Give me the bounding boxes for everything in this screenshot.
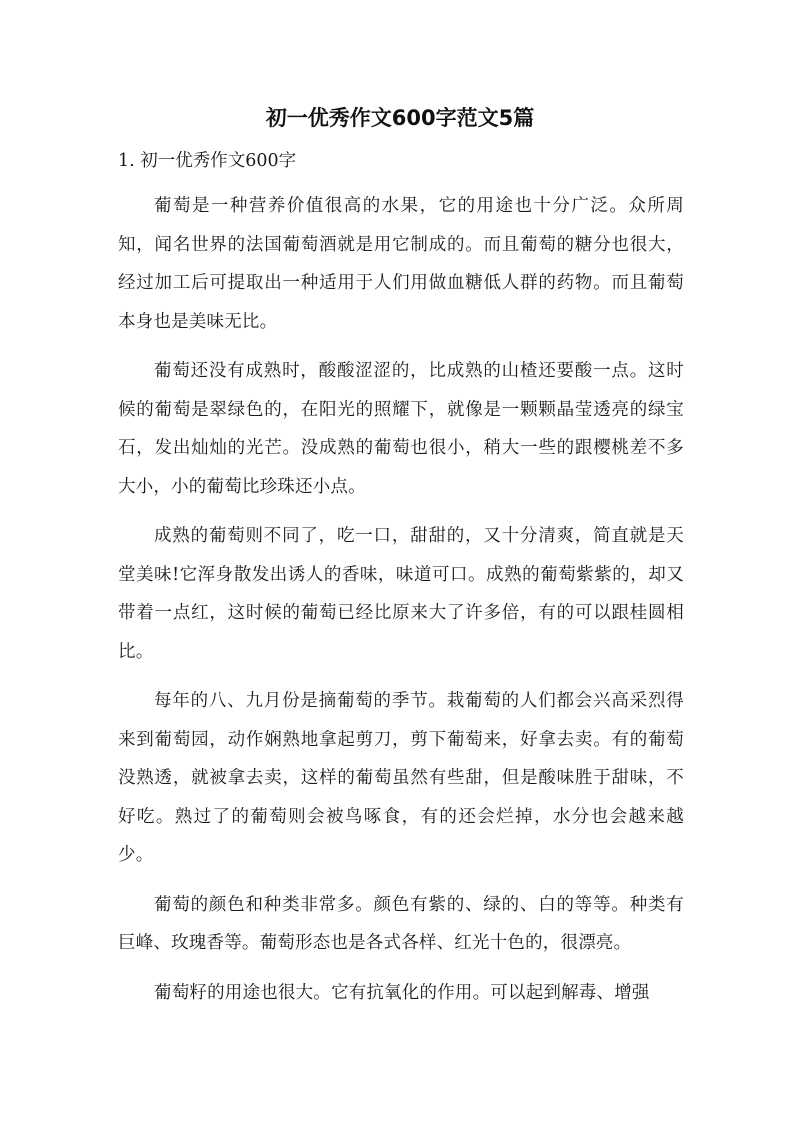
paragraph-2: 葡萄还没有成熟时，酸酸涩涩的，比成熟的山楂还要酸一点。这时候的葡萄是翠绿色的，在阳光的照耀下，就像是一颗颗晶莹透亮的绿宝石，发出灿灿的光芒。没成熟的葡萄也很小，稍大一些的跟樱桃差不多大小，小的葡萄比珍珠还小点。 xyxy=(118,361,684,497)
paragraph-1: 葡萄是一种营养价值很高的水果，它的用途也十分广泛。众所周知，闻名世界的法国葡萄酒就是用它制成的。而且葡萄的糖分也很大，经过加工后可提取出一种适用于人们用做血糖低人群的药物。而且葡萄本身也是美味无比。 xyxy=(118,196,684,332)
document-title: 初一优秀作文600字范文5篇 xyxy=(265,106,535,130)
paragraph-5: 葡萄的颜色和种类非常多。颜色有紫的、绿的、白的等等。种类有巨峰、玫瑰香等。葡萄形态也是各式各样、红光十色的，很漂亮。 xyxy=(118,894,684,953)
essay-body xyxy=(118,187,684,1023)
section-heading: 1. 初一优秀作文600字 xyxy=(118,151,297,171)
paragraph-6: 葡萄籽的用途也很大。它有抗氧化的作用。可以起到解毒、增强 xyxy=(154,982,650,1003)
paragraph-4: 每年的八、九月份是摘葡萄的季节。栽葡萄的人们都会兴高采烈得来到葡萄园，动作娴熟地拿起剪刀，剪下葡萄来，好拿去卖。有的葡萄没熟透，就被拿去卖，这样的葡萄虽然有些甜，但是酸味胜于甜味，不好吃。熟过了的葡萄则会被鸟啄食，有的还会烂掉，水分也会越来越少。 xyxy=(118,691,684,865)
paragraph-3: 成熟的葡萄则不同了，吃一口，甜甜的，又十分清爽，简直就是天堂美味!它浑身散发出诱人的香味，味道可口。成熟的葡萄紫紫的，却又带着一点红，这时候的葡萄已经比原来大了许多倍，有的可以跟桂圆相比。 xyxy=(118,526,684,662)
